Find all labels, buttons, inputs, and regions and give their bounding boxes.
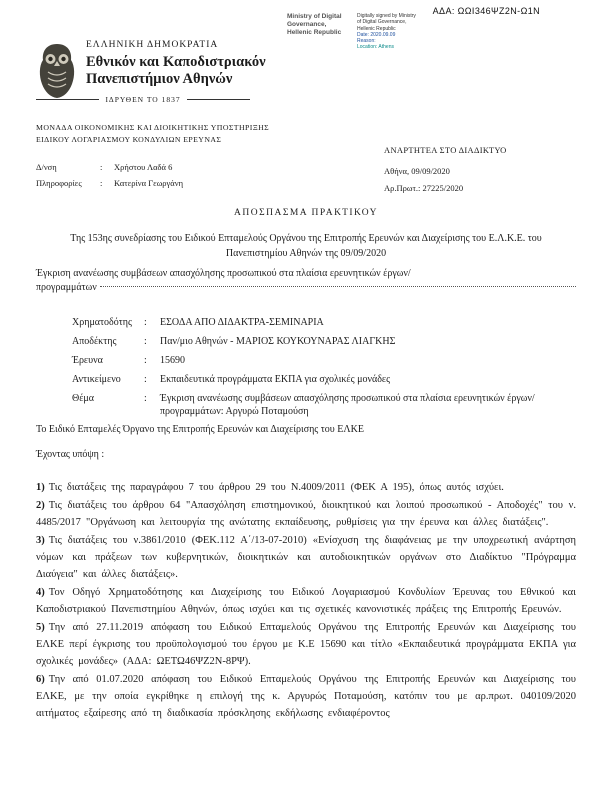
- signature-reason-line: Reason:: [357, 38, 376, 45]
- summary-fields: [72, 316, 538, 424]
- field-value: Εκπαιδευτικά προγράμματα ΕΚΠΑ για σχολικές μονάδες: [160, 374, 391, 385]
- list-item-text: Τις διατάξεις του άρθρου 64 "Απασχόληση επιστημονικού, διοικητικού και λοιπού προσωπικού - Αποδοχές" του ν. 4485/2017 "Οργάνωση και λειτουργία της ανώτατης εκπαίδευσης, ρυθμίσεις για την έρευνα και άλλες διατάξεις".: [36, 500, 576, 528]
- field-label: Αντικείμενο: [72, 374, 121, 385]
- list-item-number: 3): [36, 535, 45, 546]
- field-row-funder: [72, 316, 538, 329]
- list-item-number: 5): [36, 622, 45, 633]
- body-intro: Το Ειδικό Επταμελές Όργανο της Επιτροπής Ερευνών και Διαχείρισης του ΕΛΚΕ: [36, 424, 364, 435]
- having-regard-label: Έχοντας υπόψη :: [36, 449, 105, 460]
- contact-info-value: Κατερίνα Γεωργάνη: [114, 177, 184, 188]
- header-identity: [86, 40, 266, 88]
- list-item: [36, 584, 576, 618]
- signature-detail-line: Hellenic Republic: [357, 25, 396, 32]
- contact-address-label: Δ/νση: [36, 162, 57, 172]
- field-label: Θέμα: [72, 393, 95, 404]
- field-separator: :: [144, 355, 147, 366]
- founded-rule-left: [36, 99, 99, 100]
- subject-line2: [36, 281, 576, 295]
- subject-line1: Έγκριση ανανέωσης συμβάσεων απασχόλησης προσωπικού στα πλαίσια ερευνητικών έργων/: [36, 268, 411, 279]
- contact-block: [36, 160, 183, 191]
- city-date: Αθήνα, 09/09/2020: [384, 166, 450, 176]
- signature-location-line: Location: Athens: [357, 44, 394, 51]
- list-item-text: Τις διατάξεις του ν.3861/2010 (ΦΕΚ.112 Α΄/13-07-2010) «Ενίσχυση της διαφάνειας με την υποχρεωτική ανάρτηση νόμων και πράξεων των κυβερνητικών, διοικητικών και αυτοδιοικητικών οργάνων στο Διαδίκτυο "Πρόγραμμα Διαύγεια" και άλλες διατάξεις».: [36, 535, 576, 580]
- list-item-number: 2): [36, 500, 45, 511]
- unit-name: [36, 122, 269, 145]
- list-item-number: 6): [36, 674, 45, 685]
- field-row-recipient: [72, 335, 538, 348]
- list-item-text: Την από 01.07.2020 απόφαση του Ειδικού Επταμελούς Οργάνου της Επιτροπής Ερευνών και Διαχείρισης του ΕΛΚΕ, με την οποία εγκρίθηκε η επιλογή της κ. Αργυρώς Ποταμούση, κατόπιν του με αρ.πρωτ. 040109/2020 αιτήματος εξαίρεσης από τη διαδικασία πρόσκλησης εκδήλωσης ενδιαφέροντος: [36, 674, 576, 719]
- field-value: ΕΣΟΔΑ ΑΠΟ ΔΙΔΑΚΤΡΑ-ΣΕΜΙΝΑΡΙΑ: [160, 317, 324, 328]
- contact-address-value: Χρήστου Λαδά 6: [114, 162, 173, 172]
- founded-text: ΙΔΡΥΘΕΝ ΤΟ 1837: [105, 95, 181, 104]
- digital-signature-stamp: [287, 13, 447, 51]
- contact-info-row: [36, 176, 183, 192]
- signature-details: [357, 13, 443, 51]
- ministry-name: [287, 13, 351, 51]
- date-protocol-block: [384, 163, 463, 197]
- list-item: [36, 497, 576, 531]
- field-value: Έγκριση ανανέωσης συμβάσεων απασχόλησης προσωπικού στα πλαίσια ερευνητικών έργων/προγραμμάτων: Αργυρώ Ποταμούση: [160, 393, 535, 417]
- republic-title: ΕΛΛΗΝΙΚΗ ΔΗΜΟΚΡΑΤΙΑ: [86, 40, 219, 50]
- contact-info-label: Πληροφορίες: [36, 177, 82, 188]
- university-emblem-icon: [36, 42, 78, 100]
- field-label: Έρευνα: [72, 355, 103, 366]
- field-separator: :: [144, 374, 147, 385]
- field-value: Παν/μιο Αθηνών - ΜΑΡΙΟΣ ΚΟΥΚΟΥΝΑΡΑΣ ΛΙΑΓΚΗΣ: [160, 336, 396, 347]
- list-item: [36, 532, 576, 583]
- field-row-research: [72, 354, 538, 367]
- field-label: Αποδέκτης: [72, 336, 117, 347]
- field-value: 15690: [160, 355, 185, 366]
- unit-name-line2: ΕΙΔΙΚΟΥ ΛΟΓΑΡΙΑΣΜΟΥ ΚΟΝΔΥΛΙΩΝ ΕΡΕΥΝΑΣ: [36, 134, 222, 144]
- field-row-topic: [72, 392, 538, 418]
- session-description: Της 153ης συνεδρίασης του Ειδικού Επταμελούς Οργάνου της Επιτροπής Ερευνών και Διαχείρισης του Ε.Λ.Κ.Ε. του Πανεπιστημίου Αθηνών της 09/09/2020: [70, 233, 542, 259]
- contact-separator: :: [100, 177, 103, 188]
- university-name-line1: Εθνικόν και Καποδιστριακόν: [86, 54, 266, 70]
- list-item-text: Την από 27.11.2019 απόφαση του Ειδικού Επταμελούς Οργάνου της Επιτροπής Ερευνών και Διαχείρισης του ΕΛΚΕ περί έγκρισης του προϋπολογισμού του έργου με Κ.Ε 15690 και τίτλο «Εκπαιδευτικά προγράμματα ΕΚΠΑ για σχολικές μονάδες» (ΑΔΑ: ΩΕΤΩ46ΨΖ2Ν-8ΡΨ).: [36, 622, 576, 667]
- field-row-object: [72, 373, 538, 386]
- document-title: ΑΠΟΣΠΑΣΜΑ ΠΡΑΚΤΙΚΟΥ: [233, 208, 379, 218]
- founded-banner: [36, 95, 250, 104]
- list-item: [36, 619, 576, 670]
- list-item-text: Τις διατάξεις της παραγράφου 7 του άρθρου 29 του Ν.4009/2011 (ΦΕΚ Α 195), όπως αυτός ισχύει.: [48, 482, 504, 493]
- contact-separator: :: [100, 162, 103, 172]
- ministry-name-line: Hellenic Republic: [287, 29, 342, 36]
- legal-basis-list: [36, 479, 576, 723]
- contact-address-row: [36, 160, 183, 176]
- unit-name-line1: ΜΟΝΑΔΑ ΟΙΚΟΝΟΜΙΚΗΣ ΚΑΙ ΔΙΟΙΚΗΤΙΚΗΣ ΥΠΟΣΤΗΡΙΞΗΣ: [36, 123, 270, 132]
- field-separator: :: [144, 317, 147, 328]
- internet-posting-label: ΑΝΑΡΤΗΤΕΑ ΣΤΟ ΔΙΑΔΙΚΤΥΟ: [384, 145, 507, 155]
- founded-rule-right: [187, 99, 250, 100]
- field-separator: :: [144, 393, 147, 404]
- ada-code: ΑΔΑ: ΩΩΙ346ΨΖ2Ν-Ω1Ν: [432, 6, 540, 16]
- signature-detail-line: of Digital Governance,: [357, 19, 407, 26]
- subject-line2-text: προγραμμάτων: [36, 282, 97, 293]
- signature-date-line: Date: 2020.09.09: [357, 31, 396, 38]
- signature-detail-line: Digitally signed by Ministry: [357, 13, 416, 19]
- subject-heading: [36, 267, 576, 295]
- list-item-number: 1): [36, 482, 45, 493]
- field-separator: :: [144, 336, 147, 347]
- list-item-number: 4): [36, 587, 45, 598]
- list-item: [36, 479, 576, 496]
- dotted-leader: [100, 286, 576, 287]
- ministry-name-line: Ministry of Digital: [287, 13, 342, 20]
- protocol-number: Αρ.Πρωτ.: 27225/2020: [384, 183, 464, 193]
- ministry-name-line: Governance,: [287, 21, 327, 28]
- list-item-text: Τον Οδηγό Χρηματοδότησης και Διαχείρισης του Ειδικού Λογαριασμού Κονδυλίων Έρευνας του Εθνικού και Καποδιστριακού Πανεπιστημίου Αθηνών, όπως ισχύει και τις σχετικές κανονιστικές πράξεις της Επιτροπής Ερευνών.: [36, 587, 576, 615]
- field-label: Χρηματοδότης: [72, 317, 132, 328]
- list-item: [36, 671, 576, 722]
- university-name-line2: Πανεπιστήμιον Αθηνών: [86, 71, 233, 87]
